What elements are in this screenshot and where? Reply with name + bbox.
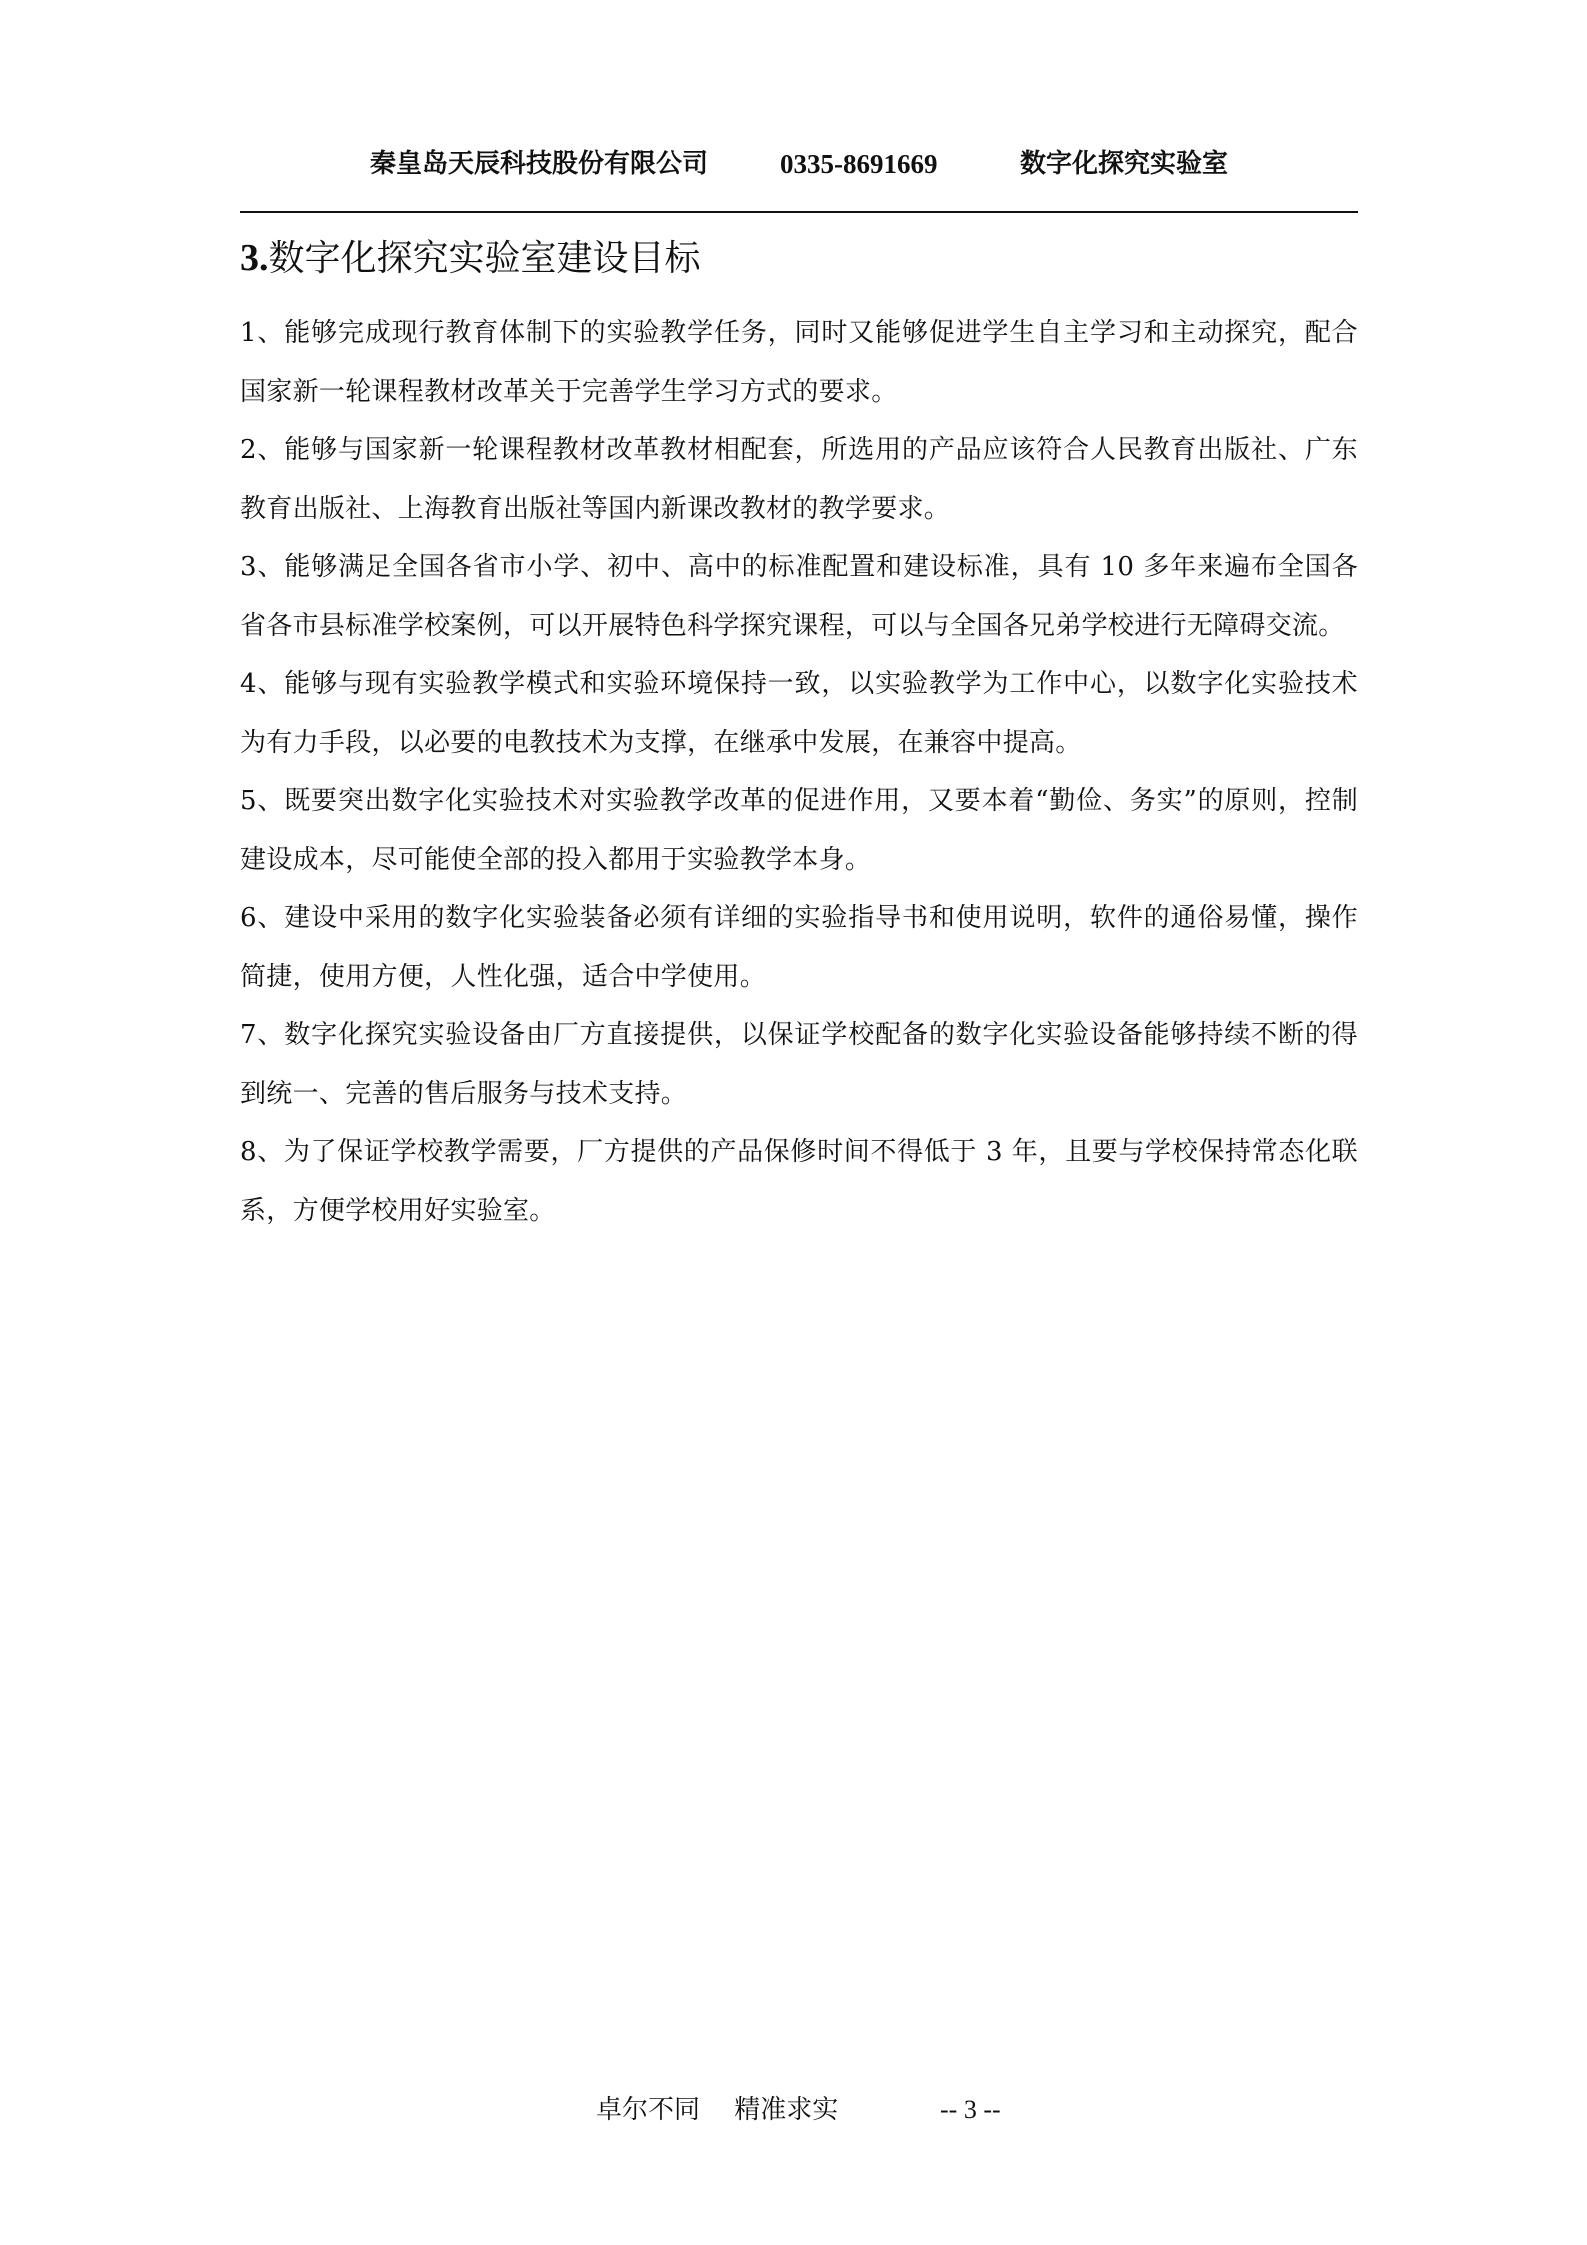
- footer-motto: 卓尔不同 精准求实: [596, 2095, 839, 2125]
- goal-item-1: 1、能够完成现行教育体制下的实验教学任务，同时又能够促进学生自主学习和主动探究，配合国家新一轮课程教材改革关于完善学生学习方式的要求。: [240, 318, 1358, 407]
- goal-item-2: 2、能够与国家新一轮课程教材改革教材相配套，所选用的产品应该符合人民教育出版社、广东教育出版社、上海教育出版社等国内新课改教材的教学要求。: [240, 435, 1358, 524]
- page-header: [240, 143, 1358, 185]
- footer-page-number: -- 3 --: [940, 2095, 1001, 2124]
- header-phone-number: 0335-8691669: [780, 149, 938, 179]
- section-title: [240, 232, 701, 285]
- goals-list: [240, 304, 1358, 1240]
- goal-item-6: 6、建设中采用的数字化实验装备必须有详细的实验指导书和使用说明，软件的通俗易懂，操作简捷，使用方便，人性化强，适合中学使用。: [240, 903, 1358, 992]
- header-company-name: 秦皇岛天辰科技股份有限公司: [370, 149, 709, 179]
- goal-item-5: 5、既要突出数字化实验技术对实验教学改革的促进作用，又要本着“勤俭、务实”的原则，控制建设成本，尽可能使全部的投入都用于实验教学本身。: [240, 786, 1358, 875]
- header-lab-name: 数字化探究实验室: [1020, 149, 1229, 179]
- goal-item-4: 4、能够与现有实验教学模式和实验环境保持一致，以实验教学为工作中心，以数字化实验技术为有力手段，以必要的电教技术为支撑，在继承中发展，在兼容中提高。: [240, 669, 1358, 758]
- goal-item-8: 8、为了保证学校教学需要，厂方提供的产品保修时间不得低于 3 年，且要与学校保持常态化联系，方便学校用好实验室。: [240, 1137, 1358, 1226]
- goal-item-3: 3、能够满足全国各省市小学、初中、高中的标准配置和建设标准，具有 10 多年来遍布全国各省各市县标准学校案例，可以开展特色科学探究课程，可以与全国各兄弟学校进行无障碍交流。: [240, 552, 1358, 641]
- section-number: 3.: [240, 237, 269, 279]
- goal-item-7: 7、数字化探究实验设备由厂方直接提供，以保证学校配备的数字化实验设备能够持续不断的得到统一、完善的售后服务与技术支持。: [240, 1020, 1358, 1109]
- header-divider: [240, 211, 1358, 213]
- section-title-text: 数字化探究实验室建设目标: [268, 238, 701, 279]
